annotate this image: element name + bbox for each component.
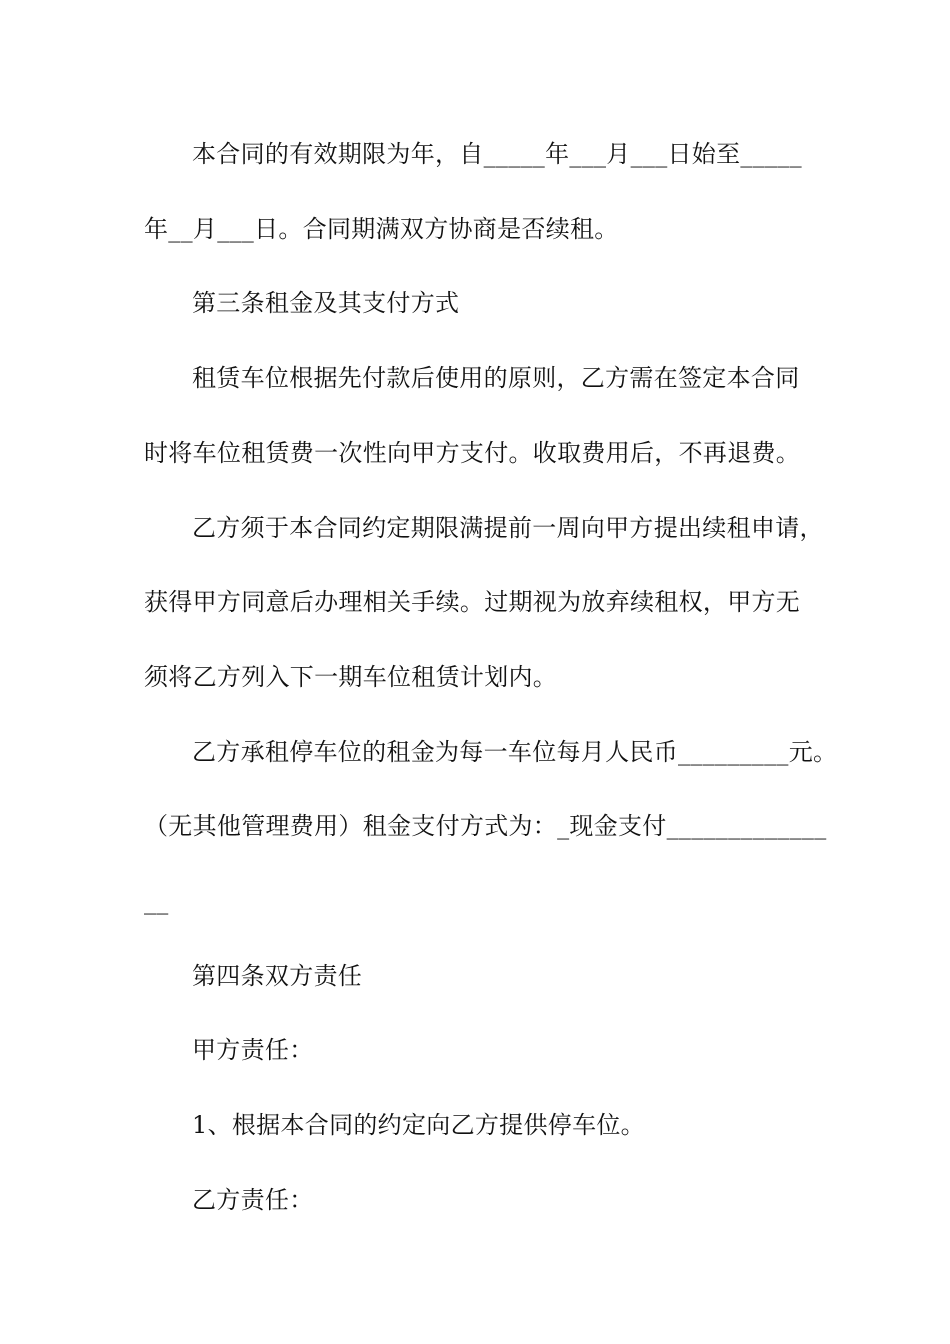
- party-a-responsibility-item-1: 1、根据本合同的约定向乙方提供停车位。: [192, 1111, 645, 1139]
- paragraph-rent-amount: 乙方承租停车位的租金为每一车位每月人民币_________元。: [192, 738, 838, 766]
- paragraph-payment-method: （无其他管理费用）租金支付方式为：_现金支付_____________: [144, 812, 827, 840]
- paragraph-renewal-continued-1: 获得甲方同意后办理相关手续。过期视为放弃续租权，甲方无: [144, 588, 801, 616]
- party-a-responsibility-heading: 甲方责任：: [192, 1036, 314, 1064]
- paragraph-renewal: 乙方须于本合同约定期限满提前一周向甲方提出续租申请，: [192, 514, 824, 542]
- paragraph-prepayment: 租赁车位根据先付款后使用的原则，乙方需在签定本合同: [192, 364, 800, 392]
- section-heading-article-4: 第四条双方责任: [192, 962, 363, 990]
- paragraph-validity-period: 本合同的有效期限为年，自_____年___月___日始至_____: [192, 140, 802, 168]
- paragraph-validity-period-continued: 年__月___日。合同期满双方协商是否续租。: [144, 215, 619, 243]
- section-heading-article-3: 第三条租金及其支付方式: [192, 289, 460, 317]
- paragraph-payment-method-tail: __: [144, 887, 169, 915]
- party-b-responsibility-heading: 乙方责任：: [192, 1186, 314, 1214]
- paragraph-prepayment-continued: 时将车位租赁费一次性向甲方支付。收取费用后，不再退费。: [144, 439, 801, 467]
- paragraph-renewal-continued-2: 须将乙方列入下一期车位租赁计划内。: [144, 663, 558, 691]
